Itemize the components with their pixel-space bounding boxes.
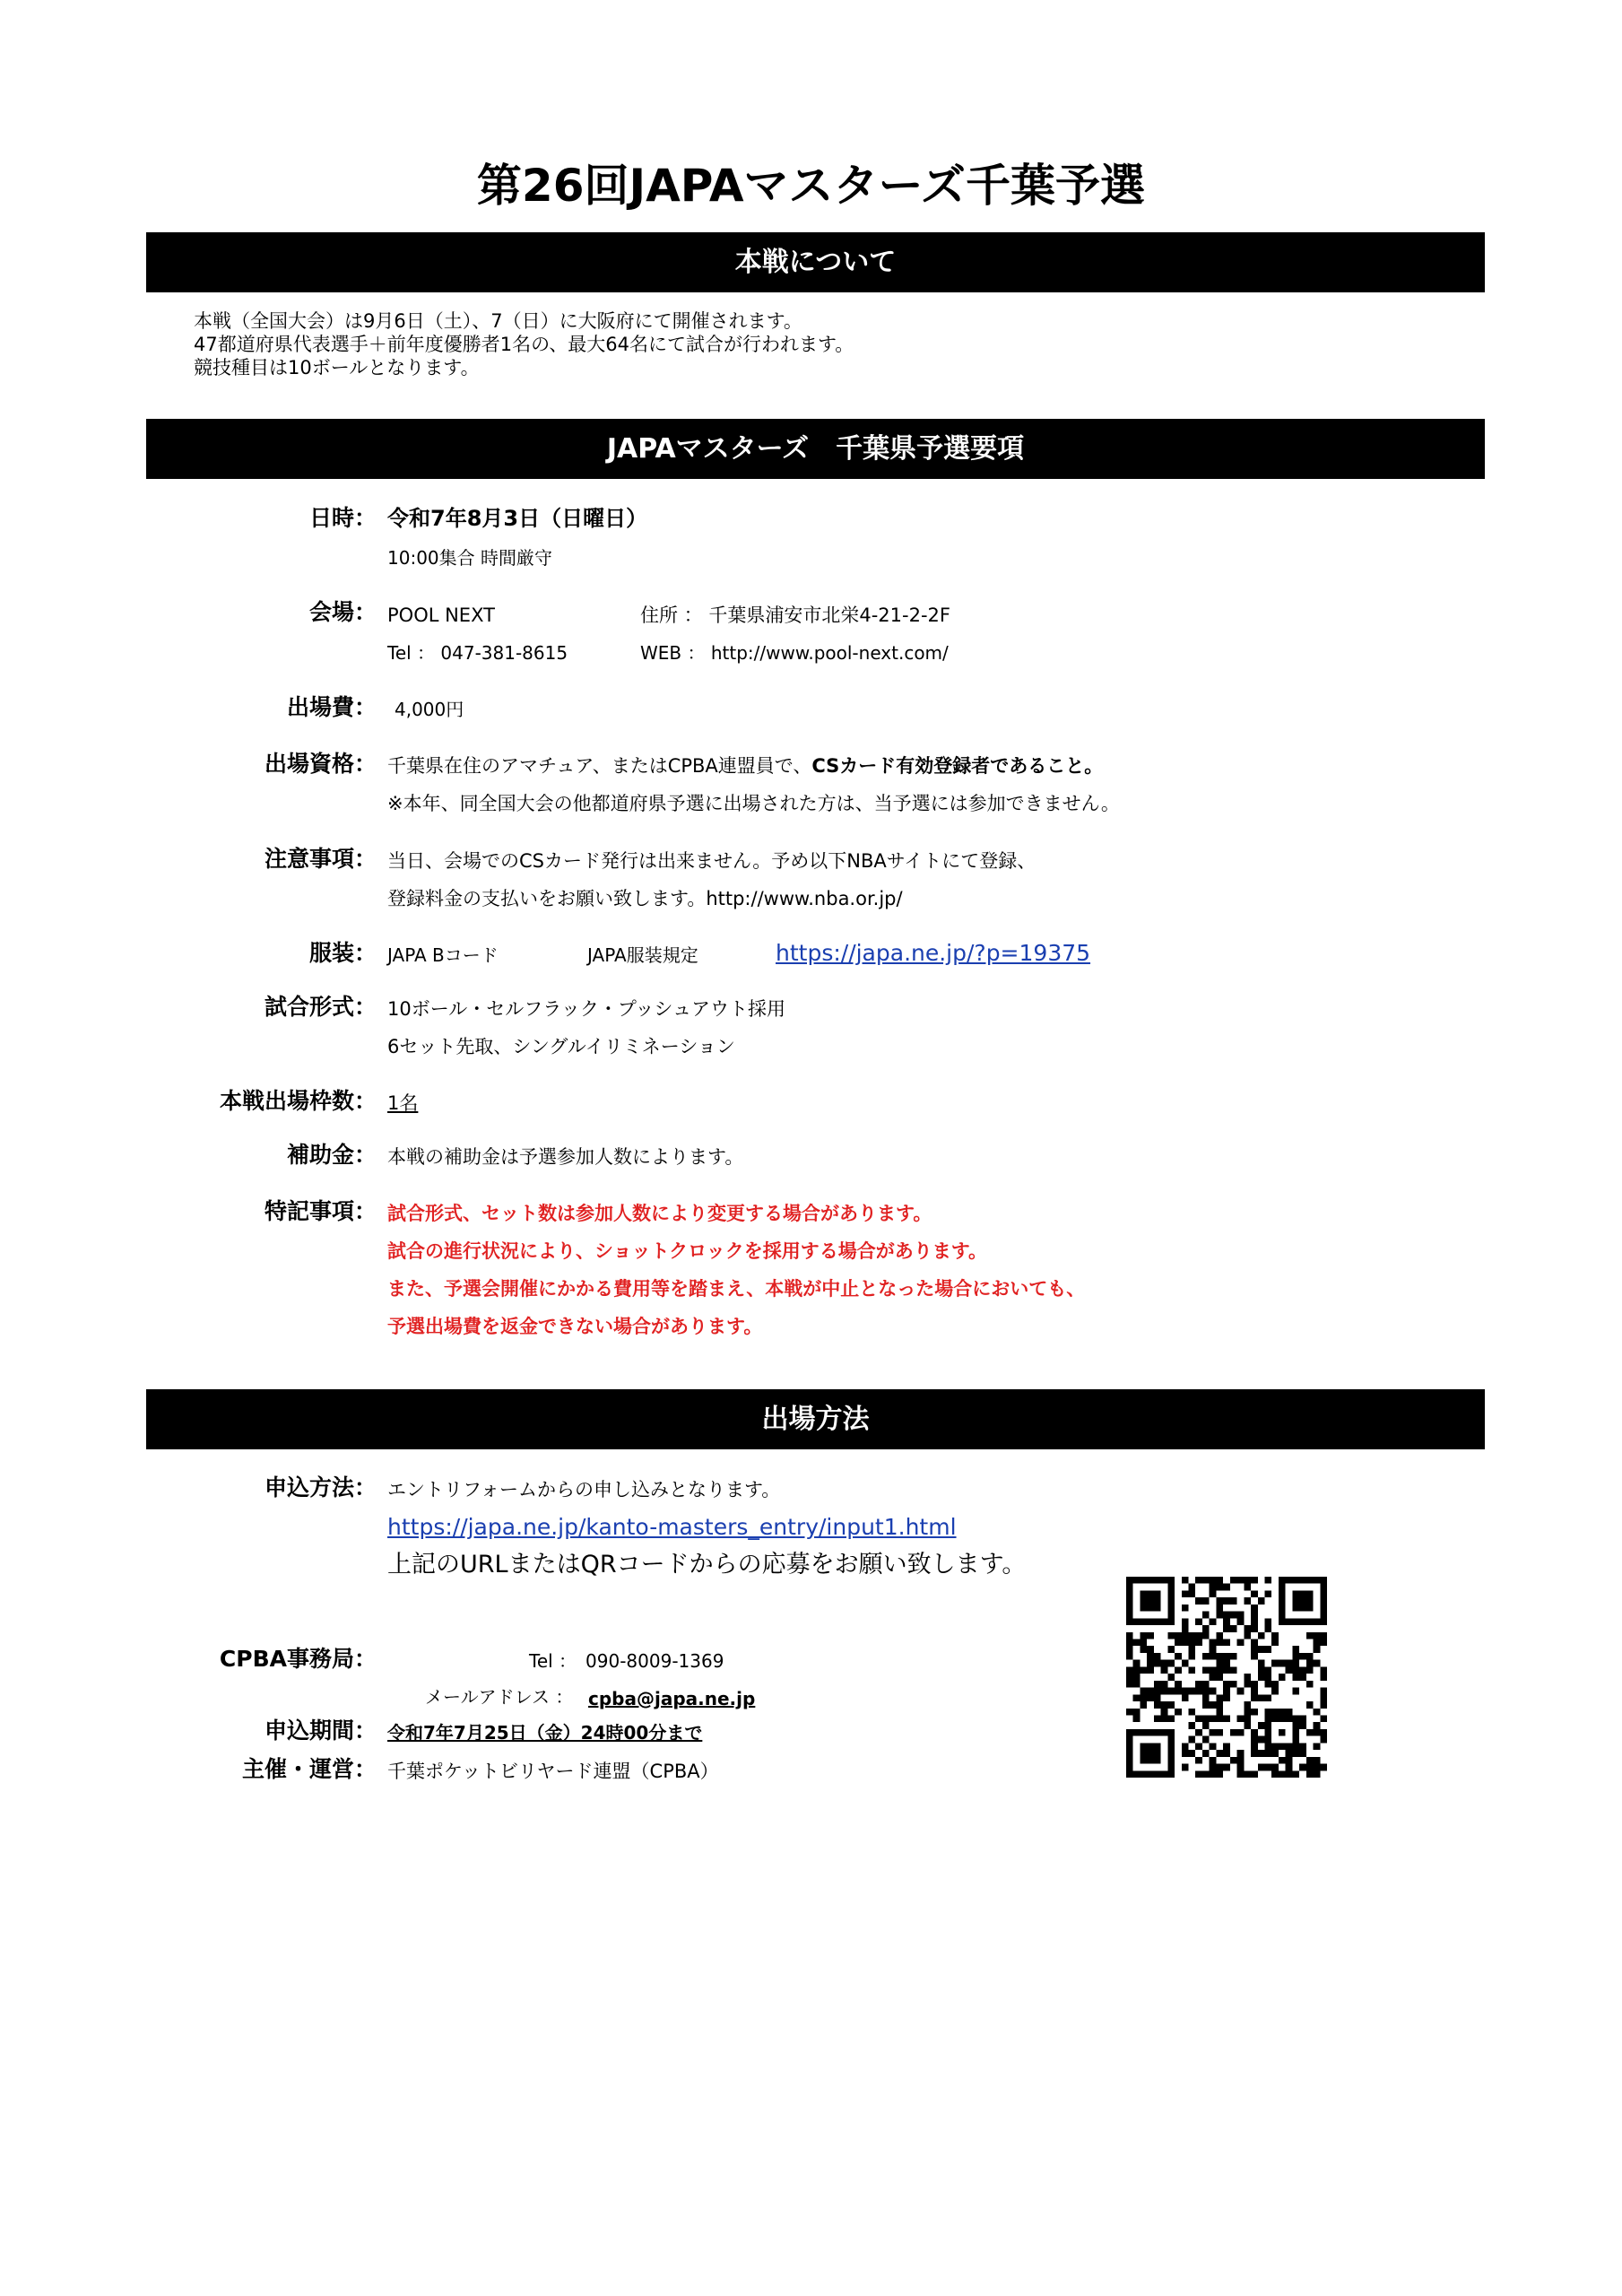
special-line-3: また、予選会開催にかかる費用等を踏まえ、本戦が中止となった場合においても、 [387, 1278, 1086, 1300]
format-line-1: 10ボール・セルフラック・プッシュアウト採用 [387, 998, 785, 1020]
venue-web: WEB ： http://www.pool-next.com/ [640, 642, 949, 664]
qr-code-icon[interactable] [1126, 1577, 1327, 1778]
special-line-1: 試合形式、セット数は参加人数により変更する場合があります。 [387, 1203, 932, 1224]
fee-label: 出場費： [286, 694, 377, 720]
dress-value: JAPA Bコード [387, 944, 499, 966]
page-title: 第26回JAPAマスターズ千葉予選 [476, 160, 1146, 212]
fee-value: 4,000円 [395, 699, 464, 720]
venue-label: 会場： [308, 599, 377, 625]
section-header-entry: 出場方法 [146, 1389, 1485, 1449]
format-label: 試合形式： [264, 994, 377, 1020]
method-label: 申込方法： [264, 1474, 377, 1500]
host-value: 千葉ポケットビリヤード連盟（CPBA） [387, 1761, 719, 1782]
venue-name: POOL NEXT [387, 604, 495, 626]
section-header-about: 本戦について [146, 232, 1485, 292]
office-mail[interactable]: cpba@japa.ne.jp [588, 1688, 756, 1709]
notes-line-2: 登録料金の支払いをお願い致します。http://www.nba.or.jp/ [387, 888, 903, 909]
eligibility-line-2: ※本年、同全国大会の他都道府県予選に出場された方は、当予選には参加できません。 [387, 793, 1120, 814]
office-tel: Tel ： 090-8009-1369 [529, 1650, 724, 1672]
venue-address: 住所 ： 千葉県浦安市北栄4-21-2-2F [640, 604, 950, 626]
slots-label: 本戦出場枠数： [219, 1088, 377, 1114]
notes-line-1: 当日、会場でのCSカード発行は出来ません。予め以下NBAサイトにて登録、 [387, 850, 1037, 872]
subsidy-value: 本戦の補助金は予選参加人数によります。 [387, 1146, 744, 1168]
eligibility-label: 出場資格： [264, 751, 377, 777]
eligibility-line-1a: 千葉県在住のアマチュア、またはCPBA連盟員で、 [387, 755, 812, 777]
dress-rule-link[interactable]: https://japa.ne.jp/?p=19375 [776, 940, 1091, 966]
intro-line-2: 47都道府県代表選手＋前年度優勝者1名の、最大64名にて試合が行われます。 [194, 334, 854, 355]
venue-tel: Tel ： 047-381-8615 [387, 642, 568, 664]
period-value: 令和7年7月25日（金）24時00分まで [387, 1722, 703, 1744]
eligibility-line-1b: CSカード有効登録者であること。 [811, 755, 1104, 777]
intro-line-3: 競技種目は10ボールとなります。 [194, 357, 480, 378]
host-label: 主催・運営： [241, 1756, 377, 1782]
special-line-4: 予選出場費を返金できない場合があります。 [387, 1316, 763, 1337]
subsidy-label: 補助金： [286, 1142, 377, 1168]
intro-line-1: 本戦（全国大会）は9月6日（土）、7（日）に大阪府にて開催されます。 [194, 310, 802, 332]
date-note: 10:00集合 時間厳守 [387, 547, 552, 569]
format-line-2: 6セット先取、シングルイリミネーション [387, 1036, 735, 1057]
entry-form-link[interactable]: https://japa.ne.jp/kanto-masters_entry/input1.html [387, 1514, 957, 1540]
date-label: 日時： [308, 505, 377, 531]
method-value: エントリフォームからの申し込みとなります。 [387, 1479, 781, 1500]
notes-label: 注意事項： [264, 846, 377, 872]
special-label: 特記事項： [264, 1198, 377, 1224]
method-note: 上記のURLまたはQRコードからの応募をお願い致します。 [387, 1551, 1027, 1578]
slots-value: 1名 [387, 1092, 419, 1114]
date-value: 令和7年8月3日（日曜日） [387, 506, 648, 531]
section-header-guidelines: JAPAマスターズ 千葉県予選要項 [146, 419, 1485, 479]
office-label: CPBA事務局： [219, 1646, 377, 1672]
eligibility-line-1 [387, 752, 1103, 780]
dress-label: 服装： [308, 940, 377, 966]
special-line-2: 試合の進行状況により、ショットクロックを採用する場合があります。 [387, 1240, 988, 1262]
period-label: 申込期間： [264, 1718, 377, 1744]
dress-rule: JAPA服装規定 [587, 944, 698, 966]
office-mail-label: メールアドレス ： [425, 1686, 574, 1708]
